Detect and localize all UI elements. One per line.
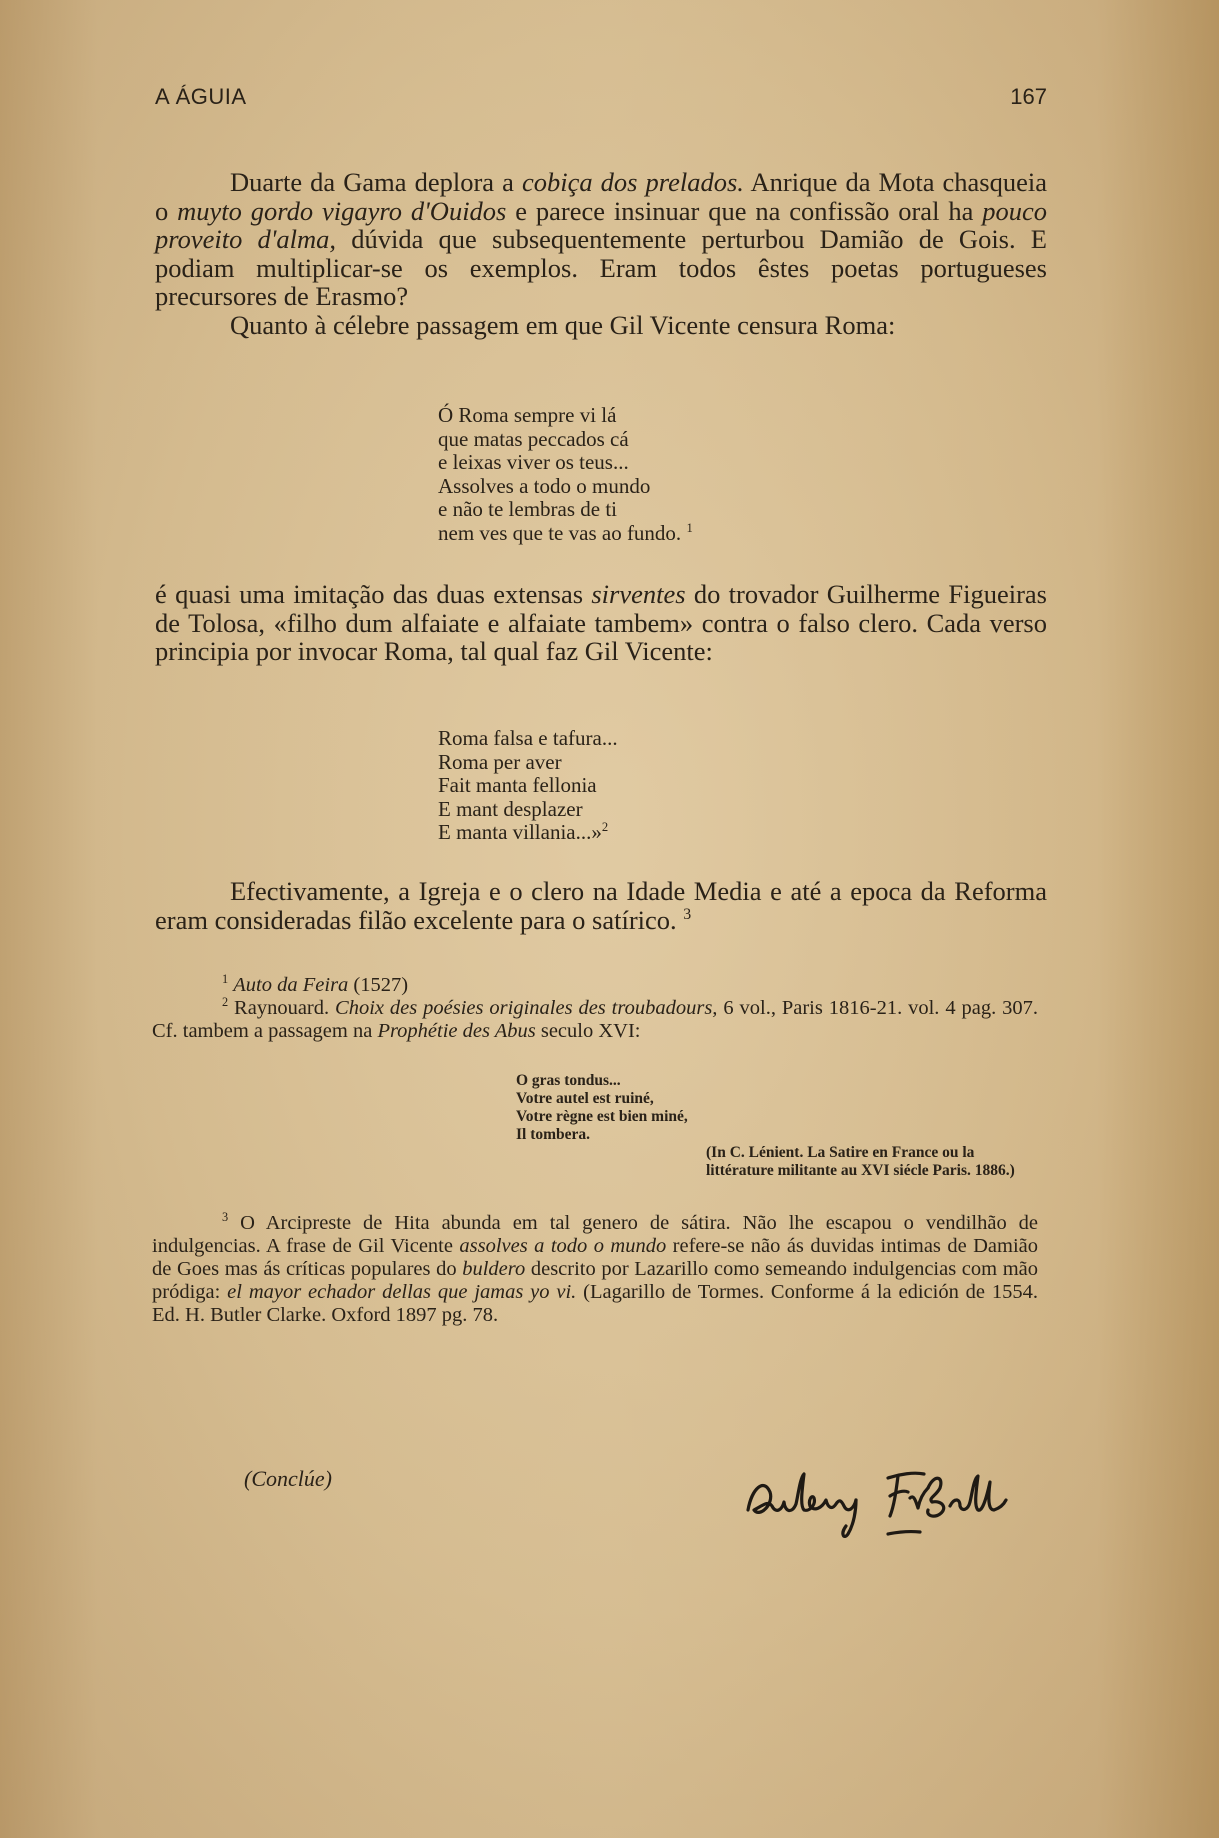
paragraph-4: Efectivamente, a Igreja e o clero na Idade Media e até a epoca da Reforma eram consideradas filão excelente para o satírico. $^3$ [155, 876, 1047, 935]
running-title: A ÁGUIA [155, 84, 247, 109]
french-verse [516, 1072, 688, 1144]
verse-line: que matas peccados cá [438, 426, 629, 451]
footnote-ref: 1 [686, 520, 693, 535]
footnotes-block [152, 974, 1038, 1043]
verse-line: e leixas viver os teus... [438, 450, 629, 474]
footnote-ref: 2 [601, 820, 609, 834]
verse-line: e não te lembras de ti [438, 497, 618, 521]
footnote-2: $^2$ Raynouard. Choix des poésies originales des troubadours, 6 vol., Paris 1816-21. vol. 4 pag. 307. Cf. tambem a passagem na Prophétie des Abus seculo XVI: [152, 995, 1038, 1042]
verse-line: Assolves a todo o mundo [438, 473, 651, 498]
verse-line: E mant desplazer [438, 796, 583, 821]
paragraph-3: é quasi uma imitação das duas extensas sirventes do trovador Guilherme Figueiras de Tolosa, «filho dum alfaiate e alfaiate tambem» contra o falso clero. Cada verso principia por invocar Roma, tal qual faz Gil Vicente: [155, 579, 1047, 666]
verse-line: Roma per aver [438, 749, 562, 774]
verse-line: Votre autel est ruiné, [516, 1090, 654, 1107]
verse-line: Roma falsa e tafura... [438, 726, 618, 750]
verse-line: Votre règne est bien miné, [516, 1108, 688, 1125]
verse-gil-vicente [438, 404, 693, 545]
paragraph-2: Quanto à célebre passagem em que Gil Vicente censura Roma: [230, 309, 896, 340]
main-text-top [155, 168, 1047, 339]
paragraph-1: Duarte da Gama deplora a cobiça dos prelados. Anrique da Mota chasqueia o muyto gordo vigayro d'Ouidos e parece insinuar que na confissão oral ha pouco proveito d'alma, dúvida que subsequentemente perturbou Damião de Gois. E podiam multiplicar-se os exemplos. Eram todos êstes poetas portugueses precursores de Erasmo? [155, 167, 1048, 311]
verse-line: Ó Roma sempre vi lá [438, 403, 617, 427]
verse-line: Il tombera. [516, 1126, 591, 1143]
footnote-1: $^1$ Auto da Feira (1527) [222, 972, 409, 996]
footnote-ref: 3 [683, 905, 692, 923]
page-number: 167 [1010, 84, 1047, 109]
author-signature [738, 1448, 1018, 1548]
verse-line: nem ves que te vas ao fundo. $^1$ [438, 520, 693, 545]
footnote-3: $^3$ O Arcipreste de Hita abunda em tal genero de sátira. Não lhe escapou o vendilhão de indulgencias. A frase de Gil Vicente assolves a todo o mundo refere-se não ás duvidas intimas de Damião de Goes mas ás críticas populares do buldero descrito por Lazarillo como semeando indulgencias com mão pródiga: el mayor echador dellas que jamas yo vi. (Lagarillo de Tormes. Conforme á la edición de 1554. Ed. H. Butler Clarke. Oxford 1897 pg. 78. [152, 1210, 1039, 1326]
main-text-middle [155, 580, 1047, 666]
verse-line: Fait manta fellonia [438, 773, 597, 797]
footnote-3-block [152, 1212, 1038, 1327]
verse-line: O gras tondus... [516, 1072, 621, 1089]
verse-provencal [438, 727, 618, 845]
page-header [155, 84, 1047, 116]
main-text-bottom [155, 877, 1047, 934]
verse-line: E manta villania...»$^2$ [438, 820, 609, 844]
closing-note: (Conclúe) [244, 1466, 332, 1491]
citation-lenient: (In C. Lénient. La Satire en France ou la littérature militante au XVI siécle Paris. 1886.) [706, 1144, 1015, 1179]
